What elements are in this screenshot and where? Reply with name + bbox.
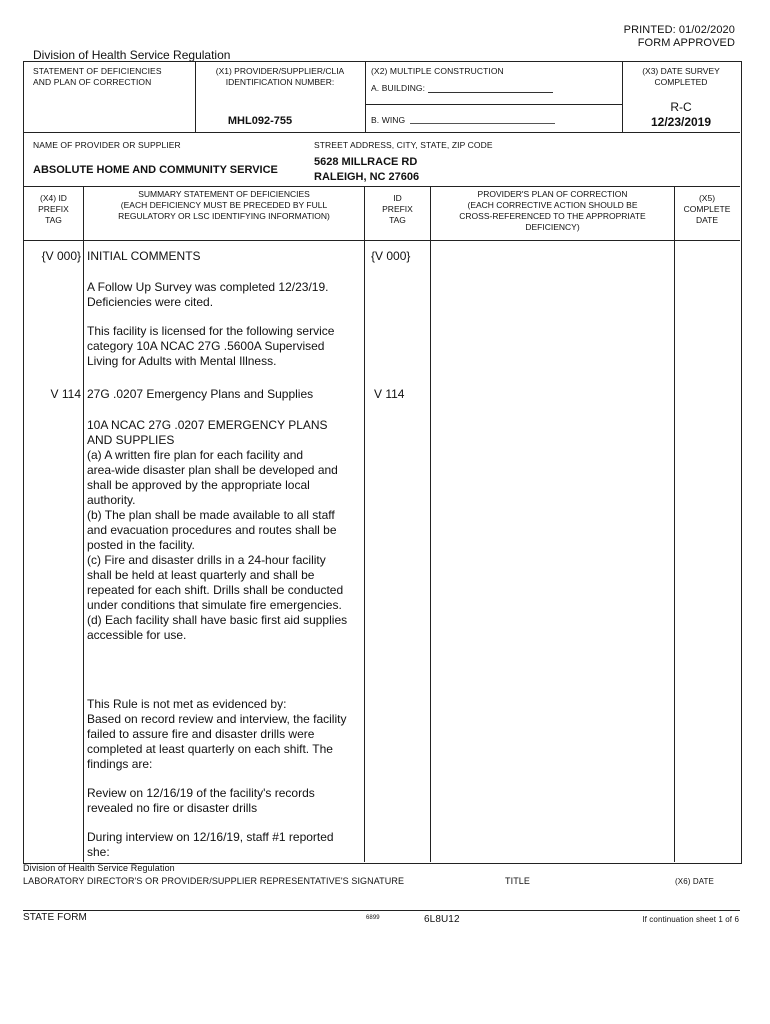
- form-approved: FORM APPROVED: [637, 37, 735, 49]
- section-title: 27G .0207 Emergency Plans and Supplies: [87, 387, 314, 401]
- form-number: 6899: [366, 915, 380, 921]
- x6-date-label: (X6) DATE: [675, 877, 714, 886]
- printed-date: PRINTED: 01/02/2020: [623, 24, 735, 36]
- statement-label: STATEMENT OF DEFICIENCIES AND PLAN OF CORRECTION: [33, 66, 162, 87]
- provider-name: ABSOLUTE HOME AND COMMUNITY SERVICE: [33, 164, 278, 176]
- event-id: 6L8U12: [424, 914, 460, 925]
- col-x5-header: (X5) COMPLETE DATE: [683, 193, 731, 225]
- col-plan-header: PROVIDER'S PLAN OF CORRECTION (EACH CORRECTIVE ACTION SHOULD BE CROSS-REFERENCED TO THE APPROPRIATE DEFICIENCY): [459, 189, 646, 232]
- col-x4-header: (X4) ID PREFIX TAG: [38, 193, 69, 225]
- column-divider: [674, 187, 675, 862]
- address-label: STREET ADDRESS, CITY, STATE, ZIP CODE: [314, 140, 493, 150]
- paragraph: A Follow Up Survey was completed 12/23/19. Deficiencies were cited.: [87, 280, 329, 309]
- wing-field[interactable]: [410, 123, 555, 124]
- x2-label: (X2) MULTIPLE CONSTRUCTION: [371, 66, 504, 76]
- regulation-text: 10A NCAC 27G .0207 EMERGENCY PLANS AND SUPPLIES (a) A written fire plan for each facility and area-wide disaster plan shall be developed and shall be approved by the appropriate local authority. (b) The plan shall be made available to all staff and evacuation procedures and routes shall be posted in the facility. (c) Fire and disaster drills in a 24-hour facility shall be held at least quarterly and shall be repeated for each shift. Drills shall be conducted under conditions that simulate fire emergencies. (d) Each facility shall have basic first aid supplies accessible for use.: [87, 418, 348, 642]
- section-title: INITIAL COMMENTS: [87, 249, 201, 263]
- review-text: Review on 12/16/19 of the facility's records revealed no fire or disaster drills: [87, 786, 315, 815]
- column-divider: [430, 187, 431, 862]
- findings-text: This Rule is not met as evidenced by: Based on record review and interview, the facility failed to assure fire and disaster drills were completed at least quarterly on each shift. The findings are:: [87, 697, 347, 771]
- wing-label: B. WING: [371, 115, 406, 125]
- id-prefix-tag: {V 000}: [371, 249, 411, 263]
- street-address: 5628 MILLRACE RD: [314, 156, 418, 168]
- continuation-note: If continuation sheet 1 of 6: [642, 915, 739, 924]
- title-label: TITLE: [505, 876, 531, 886]
- divider: [24, 240, 740, 241]
- x3-survey-type: R-C: [670, 100, 692, 114]
- column-divider: [364, 187, 365, 862]
- tag-prefix: {V 000}: [41, 249, 81, 263]
- col-id-header: ID PREFIX TAG: [382, 193, 413, 225]
- signature-label: LABORATORY DIRECTOR'S OR PROVIDER/SUPPLIER REPRESENTATIVE'S SIGNATURE: [23, 876, 405, 886]
- tag-prefix: V 114: [50, 387, 81, 401]
- building-label: A. BUILDING:: [371, 83, 426, 93]
- x1-label: (X1) PROVIDER/SUPPLIER/CLIA IDENTIFICATION NUMBER:: [215, 66, 345, 87]
- provider-name-label: NAME OF PROVIDER OR SUPPLIER: [33, 140, 181, 150]
- column-divider: [83, 187, 84, 862]
- interview-text: During interview on 12/16/19, staff #1 reported she:: [87, 830, 334, 859]
- paragraph: This facility is licensed for the following service category 10A NCAC 27G .5600A Supervised Living for Adults with Mental Illness.: [87, 324, 335, 368]
- divider: [365, 62, 366, 132]
- state-form-label: STATE FORM: [23, 912, 87, 923]
- city-state-zip: RALEIGH, NC 27606: [314, 171, 420, 183]
- divider: [24, 186, 740, 187]
- col-summary-header: SUMMARY STATEMENT OF DEFICIENCIES (EACH DEFICIENCY MUST BE PRECEDED BY FULL REGULATORY OR LSC IDENTIFYING INFORMATION): [118, 189, 330, 221]
- agency-title: Division of Health Service Regulation: [33, 48, 231, 62]
- x1-provider-id: MHL092-755: [227, 115, 293, 127]
- signature-line: [23, 910, 740, 911]
- divider: [24, 132, 740, 133]
- x3-survey-date: 12/23/2019: [650, 115, 712, 129]
- footer-agency: Division of Health Service Regulation: [23, 863, 175, 873]
- id-prefix-tag: V 114: [374, 387, 405, 401]
- x3-label: (X3) DATE SURVEY COMPLETED: [642, 66, 720, 87]
- divider: [366, 104, 622, 105]
- building-field[interactable]: [428, 92, 553, 93]
